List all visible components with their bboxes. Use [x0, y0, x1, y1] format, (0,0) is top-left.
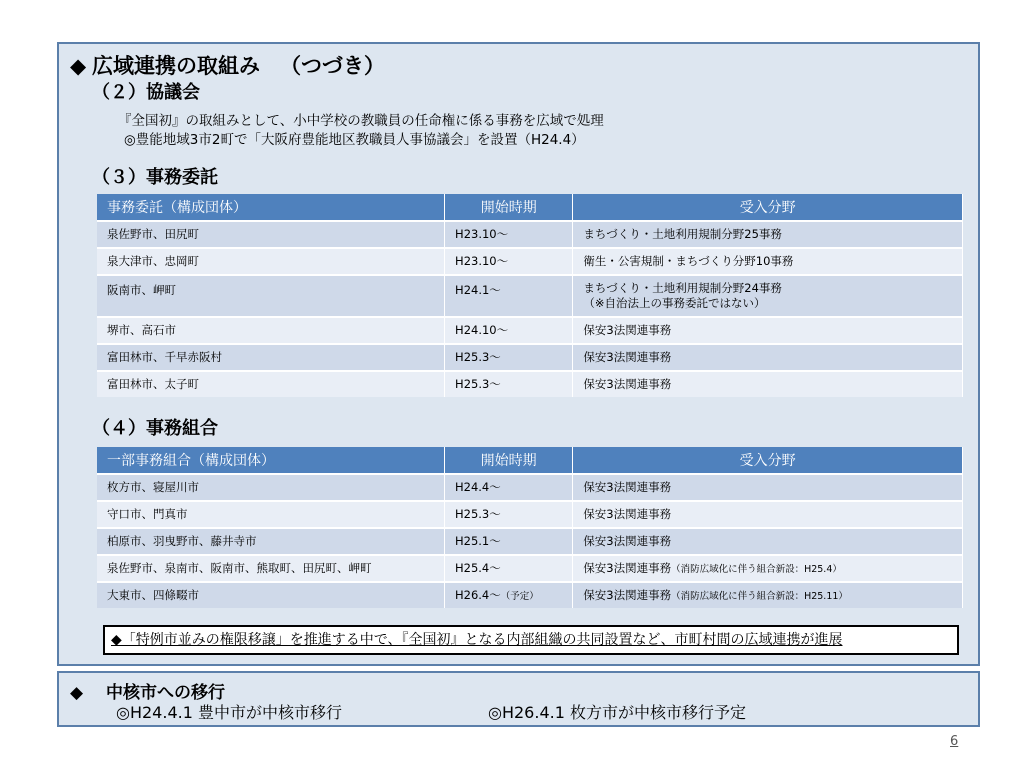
cell-field: 保安3法関連事務 [573, 500, 963, 527]
table-header-row [97, 194, 963, 220]
core-item-1: ◎H24.4.1 豊中市が中核市移行 [116, 703, 342, 722]
field-small-note: （消防広域化に伴う組合新設：H25.4） [671, 563, 842, 575]
cell-field: 保安3法関連事務 [573, 343, 963, 370]
table-row [97, 274, 963, 316]
table-row [97, 247, 963, 274]
association-table [97, 447, 963, 608]
cell-start: H25.4～ [445, 554, 573, 581]
commission-table [97, 194, 963, 397]
diamond-bullet-icon: ◆ [70, 683, 84, 703]
slide-title [70, 50, 385, 80]
field-note: （※自治法上の事務委託ではない） [583, 296, 766, 310]
cell-field: 保安3法関連事務 [573, 316, 963, 343]
cell-field [573, 581, 963, 608]
header-start: 開始時期 [445, 194, 573, 220]
cell-members: 枚方市、寝屋川市 [97, 473, 445, 500]
field-text: まちづくり・土地利用規制分野24事務 [583, 281, 782, 295]
field-small-note: （消防広域化に伴う組合新設：H25.11） [671, 590, 848, 602]
section-2-line-2: ◎豊能地域3市2町で「大阪府豊能地区教職員人事協議会」を設置（H24.4） [124, 132, 585, 148]
field-text: 保安3法関連事務 [583, 560, 672, 575]
section-2-line-1: 『全国初』の取組みとして、小中学校の教職員の任命権に係る事務を広域で処理 [118, 113, 604, 129]
cell-members: 富田林市、千早赤阪村 [97, 343, 445, 370]
cell-start: H25.3～ [445, 500, 573, 527]
field-text: 保安3法関連事務 [583, 587, 672, 602]
cell-start: H24.1～ [445, 274, 573, 316]
table-row [97, 527, 963, 554]
title-sub: （つづき） [280, 54, 385, 78]
table-row [97, 220, 963, 247]
cell-start: H25.3～ [445, 370, 573, 397]
table-row [97, 473, 963, 500]
diamond-bullet-icon: ◆ [70, 54, 87, 78]
cell-members: 泉佐野市、泉南市、阪南市、熊取町、田尻町、岬町 [97, 554, 445, 581]
cell-start: H24.10～ [445, 316, 573, 343]
cell-field: まちづくり・土地利用規制分野25事務 [573, 220, 963, 247]
cell-members: 富田林市、太子町 [97, 370, 445, 397]
page-number: 6 [950, 734, 959, 749]
header-members: 一部事務組合（構成団体） [97, 447, 445, 473]
table-row [97, 554, 963, 581]
core-heading-text: 中核市への移行 [106, 683, 225, 703]
header-members: 事務委託（構成団体） [97, 194, 445, 220]
header-start: 開始時期 [445, 447, 573, 473]
cell-members: 守口市、門真市 [97, 500, 445, 527]
cell-field: 衛生・公害規制・まちづくり分野10事務 [573, 247, 963, 274]
cell-members: 堺市、高石市 [97, 316, 445, 343]
core-item-2: ◎H26.4.1 枚方市が中核市移行予定 [488, 703, 746, 722]
cell-field [573, 274, 963, 316]
cell-start: H23.10～ [445, 247, 573, 274]
cell-field: 保安3法関連事務 [573, 370, 963, 397]
table-row [97, 316, 963, 343]
table-row [97, 343, 963, 370]
cell-members: 阪南市、岬町 [97, 274, 445, 316]
cell-members: 柏原市、羽曳野市、藤井寺市 [97, 527, 445, 554]
title-main: 広域連携の取組み [92, 54, 260, 78]
table-header-row [97, 447, 963, 473]
header-field: 受入分野 [573, 447, 963, 473]
summary-note-box: ◆「特例市並みの権限移譲」を推進する中で、『全国初』となる内部組織の共同設置など、市町村間の広域連携が進展 [103, 625, 959, 655]
section-4-heading: （４）事務組合 [92, 418, 218, 439]
start-text: H26.4～ [454, 587, 501, 602]
cell-members: 泉佐野市、田尻町 [97, 220, 445, 247]
cell-members: 泉大津市、忠岡町 [97, 247, 445, 274]
section-2-heading: （２）協議会 [92, 82, 200, 103]
header-field: 受入分野 [573, 194, 963, 220]
cell-field [573, 554, 963, 581]
cell-members: 大東市、四條畷市 [97, 581, 445, 608]
cell-start: H24.4～ [445, 473, 573, 500]
cell-start: H25.3～ [445, 343, 573, 370]
start-small-note: （予定） [500, 590, 539, 602]
cell-start [445, 581, 573, 608]
cell-start: H23.10～ [445, 220, 573, 247]
table-row [97, 500, 963, 527]
table-row [97, 581, 963, 608]
section-3-heading: （３）事務委託 [92, 167, 218, 188]
cell-start: H25.1～ [445, 527, 573, 554]
cell-field: 保安3法関連事務 [573, 527, 963, 554]
table-row [97, 370, 963, 397]
cell-field: 保安3法関連事務 [573, 473, 963, 500]
